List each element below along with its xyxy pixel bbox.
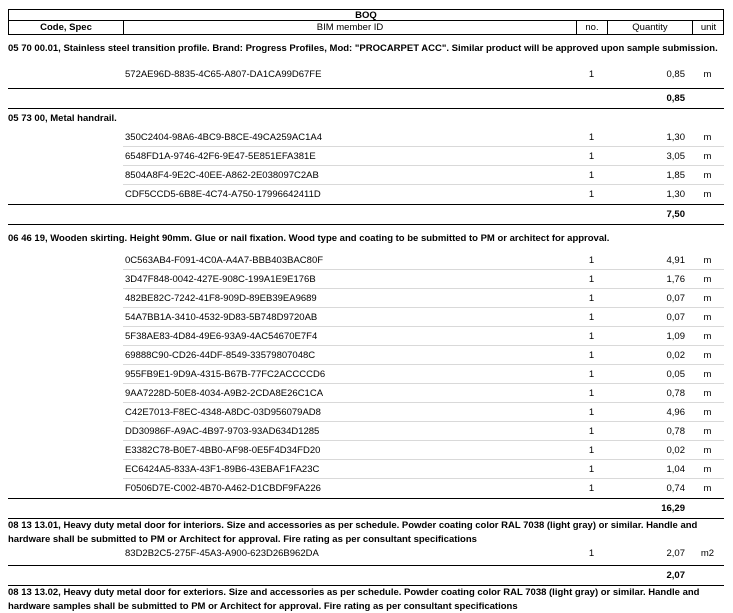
row-no: 1 xyxy=(588,388,595,399)
table-row xyxy=(8,460,724,479)
row-no: 1 xyxy=(588,132,595,143)
table-row xyxy=(8,251,724,270)
bim-id: 54A7BB1A-3410-4532-9D83-5B748D9720AB xyxy=(125,312,318,323)
row-unit: m xyxy=(703,69,712,80)
row-quantity: 1,09 xyxy=(666,331,685,342)
row-quantity: 3,05 xyxy=(666,151,685,162)
table-row xyxy=(8,166,724,185)
section-total-row xyxy=(8,204,724,225)
row-no: 1 xyxy=(588,548,595,559)
row-quantity: 1,85 xyxy=(666,170,685,181)
bim-id: E3382C78-B0E7-4BB0-AF98-0E5F4D34FD20 xyxy=(125,445,321,456)
section-title: 06 46 19, Wooden skirting. Height 90mm. Glue or nail fixation. Wood type and coating to be submitted to PM or architect for approval. xyxy=(8,233,610,244)
bim-id: C42E7013-F8EC-4348-A8DC-03D956079AD8 xyxy=(125,407,321,418)
table-row xyxy=(8,422,724,441)
bim-id: DD30986F-A9AC-4B97-9703-93AD634D1285 xyxy=(125,426,320,437)
bim-id: 3D47F848-0042-427E-908C-199A1E9E176B xyxy=(125,274,316,285)
col-header-no: no. xyxy=(577,21,608,34)
row-quantity: 0,07 xyxy=(666,293,685,304)
section-total-row xyxy=(8,88,724,109)
row-no: 1 xyxy=(588,445,595,456)
row-unit: m xyxy=(703,350,712,361)
row-quantity: 0,74 xyxy=(666,483,685,494)
row-quantity: 1,76 xyxy=(666,274,685,285)
table-row xyxy=(8,346,724,365)
section-total: 2,07 xyxy=(666,570,685,581)
row-unit: m2 xyxy=(700,548,715,559)
divider xyxy=(8,108,724,109)
row-unit: m xyxy=(703,312,712,323)
section-total-row xyxy=(8,498,724,519)
row-no: 1 xyxy=(588,369,595,380)
table-row xyxy=(8,365,724,384)
row-unit: m xyxy=(703,331,712,342)
row-no: 1 xyxy=(588,151,595,162)
section-total-row xyxy=(8,565,724,586)
row-quantity: 0,78 xyxy=(666,426,685,437)
bim-id: 9AA7228D-50E8-4034-A9B2-2CDA8E26C1CA xyxy=(125,388,324,399)
row-quantity: 0,85 xyxy=(666,69,685,80)
row-no: 1 xyxy=(588,426,595,437)
row-no: 1 xyxy=(588,331,595,342)
row-quantity: 0,05 xyxy=(666,369,685,380)
section-title: 05 70 00.01, Stainless steel transition profile. Brand: Progress Profiles, Mod: "PROCARPET ACC". Similar product will be approved upon sample submission. xyxy=(8,43,718,54)
row-quantity: 1,30 xyxy=(666,189,685,200)
bim-id: 6548FD1A-9746-42F6-9E47-5E851EFA381E xyxy=(125,151,316,162)
row-unit: m xyxy=(703,274,712,285)
section-title: 08 13 13.02, Heavy duty metal door for exteriors. Size and accessories as per schedule. Powder coating color RAL 7038 (light gray) or similar. Handle and hardware samples shall be submitted to PM or Architect for approval. Fire rating as per consultant specifications xyxy=(8,587,700,612)
row-unit: m xyxy=(703,255,712,266)
bim-id: 482BE82C-7242-41F8-909D-89EB39EA9689 xyxy=(125,293,317,304)
row-no: 1 xyxy=(588,189,595,200)
row-quantity: 1,30 xyxy=(666,132,685,143)
table-row xyxy=(8,185,724,204)
table-row xyxy=(8,289,724,308)
row-no: 1 xyxy=(588,350,595,361)
bim-id: 350C2404-98A6-4BC9-B8CE-49CA259AC1A4 xyxy=(125,132,322,143)
row-no: 1 xyxy=(588,274,595,285)
section-total: 7,50 xyxy=(666,209,685,220)
section-title: 08 13 13.01, Heavy duty metal door for interiors. Size and accessories as per schedule. Powder coating color RAL 7038 (light gray) or similar. Handle and hardware shall be submitted to PM or Architect for approval. Fire rating as per consultant specifications xyxy=(8,520,698,545)
row-no: 1 xyxy=(588,255,595,266)
bim-id: 69888C90-CD26-44DF-8549-33579807048C xyxy=(125,350,316,361)
row-unit: m xyxy=(703,151,712,162)
boq-title: BOQ xyxy=(8,9,724,21)
row-no: 1 xyxy=(588,483,595,494)
bim-id: 8504A8F4-9E2C-40EE-A862-2E038097C2AB xyxy=(125,170,319,181)
table-row xyxy=(8,403,724,422)
row-unit: m xyxy=(703,369,712,380)
bim-id: F0506D7E-C002-4B70-A462-D1CBDF9FA226 xyxy=(125,483,321,494)
bim-id: CDF5CCD5-6B8E-4C74-A750-17996642411D xyxy=(125,189,321,200)
table-row xyxy=(8,147,724,166)
col-header-unit: unit xyxy=(700,22,717,33)
column-header-row xyxy=(8,21,724,35)
table-row xyxy=(8,479,724,498)
divider xyxy=(8,224,724,225)
row-unit: m xyxy=(703,189,712,200)
row-quantity: 0,02 xyxy=(666,445,685,456)
table-row xyxy=(8,65,724,84)
section-total: 0,85 xyxy=(666,93,685,104)
row-unit: m xyxy=(703,388,712,399)
table-row xyxy=(8,544,724,563)
section-title: 05 73 00, Metal handrail. xyxy=(8,113,117,124)
col-header-quantity: Quantity xyxy=(608,21,693,34)
row-quantity: 2,07 xyxy=(666,548,685,559)
row-no: 1 xyxy=(588,407,595,418)
row-quantity: 4,96 xyxy=(666,407,685,418)
col-header-bim: BIM member ID xyxy=(124,21,577,34)
row-no: 1 xyxy=(588,312,595,323)
bim-id: 83D2B2C5-275F-45A3-A900-623D26B962DA xyxy=(125,548,319,559)
table-row xyxy=(8,384,724,403)
table-row xyxy=(8,327,724,346)
row-no: 1 xyxy=(588,293,595,304)
table-row xyxy=(8,441,724,460)
row-no: 1 xyxy=(588,464,595,475)
row-quantity: 0,02 xyxy=(666,350,685,361)
col-header-code: Code, Spec xyxy=(9,21,124,34)
bim-id: 0C563AB4-F091-4C0A-A4A7-BBB403BAC80F xyxy=(125,255,324,266)
section-total: 16,29 xyxy=(661,503,685,514)
table-row xyxy=(8,128,724,147)
row-unit: m xyxy=(703,483,712,494)
bim-id: 955FB9E1-9D9A-4315-B67B-77FC2ACCCCD6 xyxy=(125,369,326,380)
row-no: 1 xyxy=(588,69,595,80)
row-unit: m xyxy=(703,426,712,437)
row-no: 1 xyxy=(588,170,595,181)
row-quantity: 0,07 xyxy=(666,312,685,323)
row-quantity: 0,78 xyxy=(666,388,685,399)
bim-id: 5F38AE83-4D84-49E6-93A9-4AC54670E7F4 xyxy=(125,331,318,342)
row-quantity: 4,91 xyxy=(666,255,685,266)
row-unit: m xyxy=(703,445,712,456)
row-quantity: 1,04 xyxy=(666,464,685,475)
table-row xyxy=(8,270,724,289)
row-unit: m xyxy=(703,407,712,418)
bim-id: 572AE96D-8835-4C65-A807-DA1CA99D67FE xyxy=(125,69,322,80)
row-unit: m xyxy=(703,464,712,475)
row-unit: m xyxy=(703,170,712,181)
row-unit: m xyxy=(703,132,712,143)
row-unit: m xyxy=(703,293,712,304)
table-row xyxy=(8,308,724,327)
bim-id: EC6424A5-833A-43F1-89B6-43EBAF1FA23C xyxy=(125,464,320,475)
